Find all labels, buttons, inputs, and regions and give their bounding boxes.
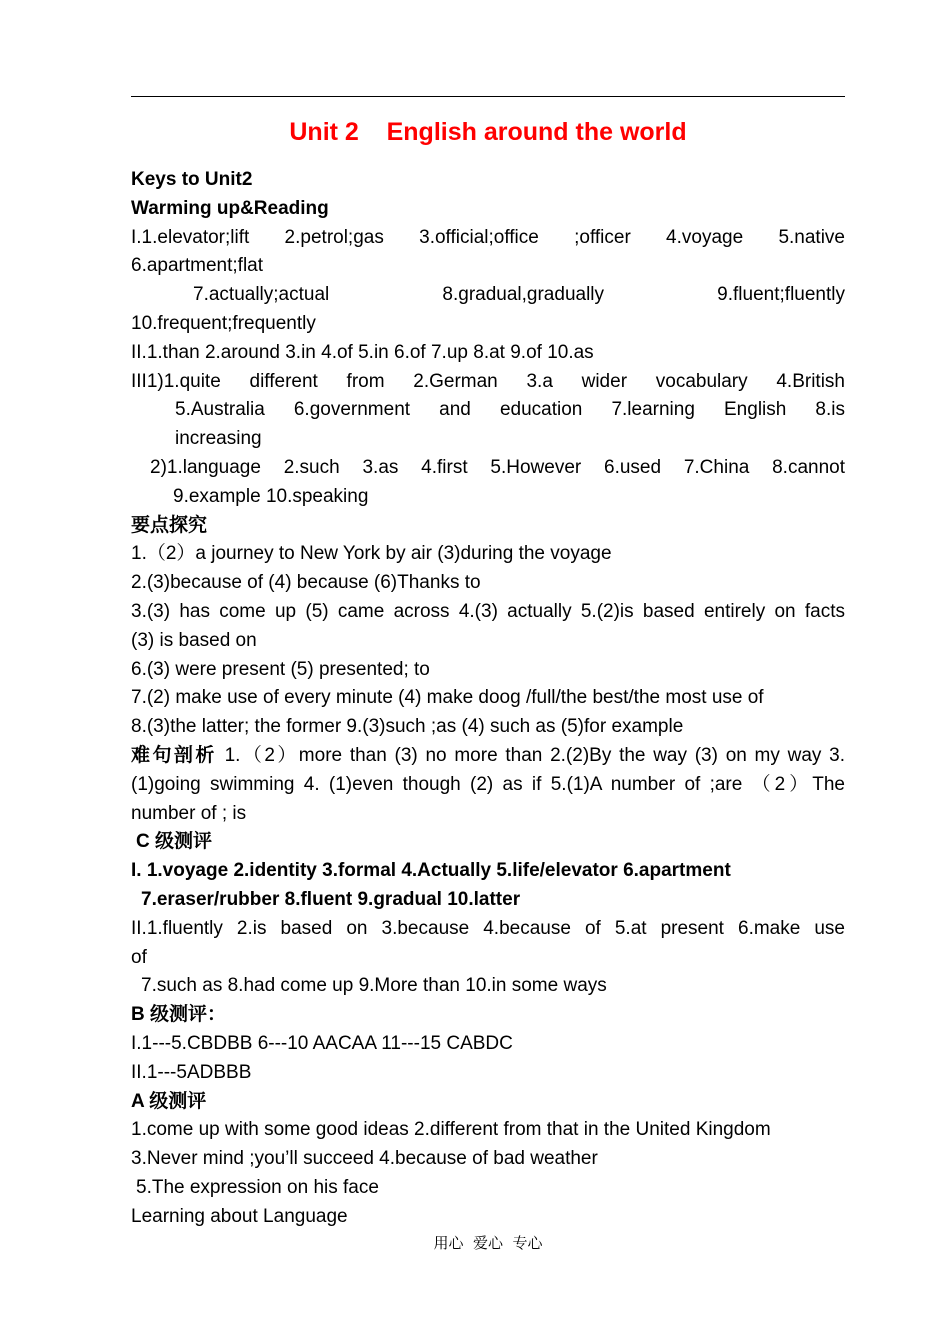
section-heading-difficult-sentences: 难句剖析 — [131, 744, 217, 766]
answer-line: number of ; is — [131, 802, 247, 824]
answer-line: 1.come up with some good ideas 2.different from that in the United Kingdom — [131, 1119, 771, 1141]
answer-line: 7.actually;actual 8.gradual,gradually 9.fluent;fluently — [193, 284, 845, 306]
answer-line: I.1---5.CBDBB 6---10 AACAA 11---15 CABDC — [131, 1032, 513, 1054]
answer-line-text: 1.（2）more than (3) no more than 2.(2)By the way (3) on my way 3. — [224, 744, 845, 766]
section-heading-level-a: A 级测评 — [131, 1090, 207, 1112]
answer-line: II.1.than 2.around 3.in 4.of 5.in 6.of 7.up 8.at 9.of 10.as — [131, 341, 594, 363]
answer-line: 7.such as 8.had come up 9.More than 10.in some ways — [141, 975, 607, 997]
header-rule — [131, 96, 845, 97]
answer-line: increasing — [175, 428, 262, 450]
answer-line: 2)1.language 2.such 3.as 4.first 5.However 6.used 7.China 8.cannot — [150, 456, 845, 478]
answer-line: 7.(2) make use of every minute (4) make doog /full/the best/the most use of — [131, 687, 764, 709]
answer-line: 3.Never mind ;you’ll succeed 4.because of bad weather — [131, 1148, 598, 1170]
section-heading-level-c: C 级测评 — [136, 831, 213, 853]
answer-line: 3.(3) has come up (5) came across 4.(3) actually 5.(2)is based entirely on facts — [131, 600, 845, 622]
section-heading-warming-up: Warming up&Reading — [131, 197, 329, 219]
answer-line — [131, 742, 845, 771]
section-heading-level-b: B 级测评： — [131, 1004, 227, 1026]
answer-line: III1)1.quite different from 2.German 3.a wider vocabulary 4.British — [131, 370, 845, 392]
section-heading-key-points: 要点探究 — [131, 514, 208, 536]
section-heading-learning-about-language: Learning about Language — [131, 1205, 348, 1227]
answer-line: 6.apartment;flat — [131, 255, 264, 277]
answer-line: II.1.fluently 2.is based on 3.because 4.because of 5.at present 6.make use — [131, 917, 845, 939]
page-title: Unit 2 English around the world — [289, 118, 687, 146]
answer-line: II.1---5ADBBB — [131, 1061, 252, 1083]
answer-key-body — [131, 166, 845, 1231]
answer-line: 5.The expression on his face — [136, 1176, 379, 1198]
answer-line: 9.example 10.speaking — [173, 485, 369, 507]
answer-line: I.1.elevator;lift 2.petrol;gas 3.official;office ;officer 4.voyage 5.native — [131, 226, 845, 248]
answer-line: 1.（2）a journey to New York by air (3)during the voyage — [131, 543, 612, 565]
answer-line: 8.(3)the latter; the former 9.(3)such ;as (4) such as (5)for example — [131, 716, 684, 738]
answer-line: 7.eraser/rubber 8.fluent 9.gradual 10.latter — [141, 888, 521, 910]
answer-line: 6.(3) were present (5) presented; to — [131, 658, 430, 680]
answer-line: 10.frequent;frequently — [131, 312, 316, 334]
answer-line: I. 1.voyage 2.identity 3.formal 4.Actually 5.life/elevator 6.apartment — [131, 860, 731, 882]
page-footer: 用心 爱心 专心 — [433, 1234, 543, 1252]
answer-line: 2.(3)because of (4) because (6)Thanks to — [131, 572, 481, 594]
answer-line: (1)going swimming 4. (1)even though (2) as if 5.(1)A number of ;are （2）The — [131, 773, 845, 795]
answer-line: of — [131, 946, 147, 968]
section-heading-keys: Keys to Unit2 — [131, 169, 253, 190]
answer-line: (3) is based on — [131, 629, 257, 651]
answer-line: 5.Australia 6.government and education 7.learning English 8.is — [175, 399, 845, 421]
